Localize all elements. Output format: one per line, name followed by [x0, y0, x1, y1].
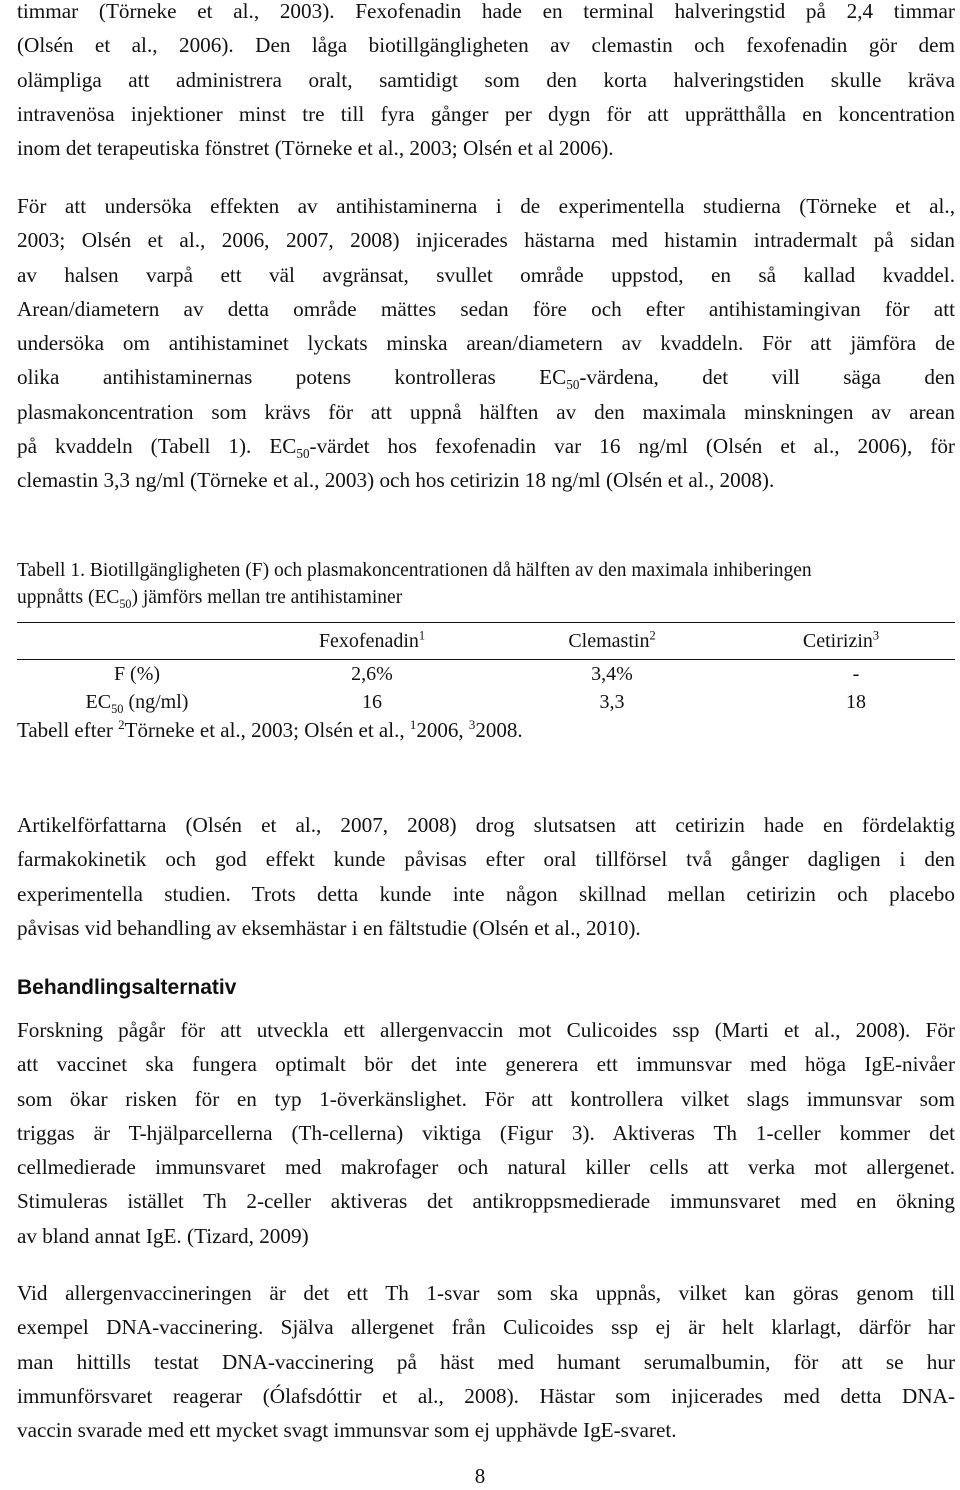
- data-table: [17, 622, 955, 716]
- text-fragment: 2006,: [416, 718, 469, 742]
- superscript: 1: [409, 717, 417, 732]
- superscript: 3: [872, 627, 880, 642]
- text-line: triggas är T-hjälparcellerna (Th-cellerna) viktiga (Figur 3). Aktiveras Th 1-celler kommer det: [17, 1120, 955, 1145]
- text-line: Stimuleras istället Th 2-celler aktiveras det antikroppsmedierade immunsvaret med en ökning: [17, 1189, 955, 1214]
- text-fragment: 2008.: [475, 718, 523, 742]
- text-line: olämpliga att administrera oralt, samtidigt som den korta halveringstiden skulle kräva: [17, 67, 955, 92]
- data-table-wrapper: [17, 622, 955, 743]
- text-line: [17, 429, 955, 463]
- table-caption: [17, 557, 955, 611]
- page-number: 8: [474, 1464, 486, 1488]
- table-cell: 3,4%: [591, 662, 633, 685]
- text-line: (Olsén et al., 2006). Den låga biotillgängligheten av clemastin och fexofenadin gör dem: [17, 33, 955, 58]
- header-label: Cetirizin: [802, 629, 873, 652]
- text-line: exempel DNA-vaccinering. Själva allergenet från Culicoides ssp ej är helt klarlagt, därför har: [17, 1315, 955, 1340]
- table-source-note: [17, 718, 955, 743]
- table-row: [17, 688, 955, 716]
- caption-line: [17, 584, 955, 611]
- header-cell-empty: [17, 623, 247, 660]
- text-line: cellmedierade immunsvaret med makrofager och natural killer cells att verka mot allergenet.: [17, 1155, 955, 1180]
- text-line: 2003; Olsén et al., 2006, 2007, 2008) injicerades hästarna med histamin intradermalt på sidan: [17, 228, 955, 253]
- text-line: av bland annat IgE. (Tizard, 2009): [17, 1223, 309, 1248]
- table-cell: 3,3: [599, 690, 625, 713]
- section-heading: Behandlingsalternativ: [17, 976, 237, 999]
- header-label: Clemastin: [568, 629, 650, 652]
- text-line: [17, 360, 955, 394]
- subscript: 50: [296, 446, 310, 462]
- caption-line: Tabell 1. Biotillgängligheten (F) och plasmakoncentrationen då hälften av den maximala inhiberingen: [17, 560, 812, 581]
- text-line: påvisas vid behandling av eksemhästar i en fältstudie (Olsén et al., 2010).: [17, 915, 641, 940]
- text-line: att vaccinet ska fungera optimalt bör det inte generera ett immunsvar med höga IgE-nivåer: [17, 1052, 955, 1077]
- subscript: 50: [111, 701, 124, 716]
- superscript: 2: [118, 717, 125, 732]
- table-row: [17, 660, 955, 689]
- table-cell: 16: [362, 690, 382, 713]
- header-cell: [247, 623, 497, 660]
- text-fragment: Tabell efter: [17, 718, 119, 742]
- subscript: 50: [566, 377, 580, 393]
- text-line: immunförsvaret reagerar (Ólafsdóttir et al., 2008). Hästar som injicerades med detta DNA-: [17, 1383, 955, 1408]
- text-line: experimentella studien. Trots detta kunde inte någon skillnad mellan cetirizin och placebo: [17, 881, 955, 906]
- text-fragment: -värdena, det vill säga den: [579, 365, 955, 390]
- superscript: 1: [418, 627, 426, 642]
- text-line: som ökar risken för en typ 1-överkänslighet. För att kontrollera vilket slags immunsvar som: [17, 1086, 955, 1111]
- paragraph-5: [17, 1276, 955, 1447]
- header-cell: [497, 623, 727, 660]
- text-line: Arean/diametern av detta område mättes sedan före och efter antihistamingivan för att: [17, 296, 955, 321]
- text-line: För att undersöka effekten av antihistaminerna i de experimentella studierna (Törneke et al.,: [17, 194, 955, 218]
- text-line: Artikelförfattarna (Olsén et al., 2007, 2008) drog slutsatsen att cetirizin hade en fördelaktig: [17, 813, 955, 837]
- text-fragment: -värdet hos fexofenadin var 16 ng/ml (Olsén et al., 2006), för: [309, 434, 955, 459]
- text-line: intravenösa injektioner minst tre till fyra gånger per dygn för att upprätthålla en koncentration: [17, 101, 955, 126]
- row-label: F (%): [113, 662, 161, 685]
- text-line: clemastin 3,3 ng/ml (Törneke et al., 2003) och hos cetirizin 18 ng/ml (Olsén et al., 2008).: [17, 468, 775, 493]
- paragraph-4: [17, 1013, 955, 1253]
- table-cell: 18: [846, 690, 866, 713]
- text-fragment: ) jämförs mellan tre antihistaminer: [131, 587, 403, 608]
- paragraph-2: [17, 189, 955, 498]
- text-fragment: uppnåtts (EC: [17, 587, 120, 608]
- text-line: Forskning pågår för att utveckla ett allergenvaccin mot Culicoides ssp (Marti et al., 2008). För: [17, 1018, 955, 1042]
- header-label: Fexofenadin: [318, 629, 419, 652]
- text-fragment: EC: [85, 690, 112, 713]
- text-line: vaccin svarade med ett mycket svagt immunsvar som ej upphävde IgE-svaret.: [17, 1418, 677, 1443]
- text-fragment: olika antihistaminernas potens kontrolleras EC: [17, 365, 567, 390]
- superscript: 2: [649, 627, 656, 642]
- superscript: 3: [468, 717, 476, 732]
- table-cell: -: [852, 662, 860, 685]
- row-label: [17, 688, 247, 716]
- text-line: timmar (Törneke et al., 2003). Fexofenadin hade en terminal halveringstid på 2,4 timmar: [17, 0, 955, 23]
- text-line: plasmakoncentration som krävs för att uppnå hälften av den maximala minskningen av arean: [17, 399, 955, 424]
- text-line: undersöka om antihistaminet lyckats minska arean/diametern av kvaddeln. För att jämföra de: [17, 331, 955, 356]
- text-fragment: Törneke et al., 2003; Olsén et al.,: [124, 718, 410, 742]
- text-fragment: (ng/ml): [123, 690, 189, 713]
- text-line: Vid allergenvaccineringen är det ett Th 1-svar som ska uppnås, vilket kan göras genom till: [17, 1281, 955, 1305]
- text-line: man hittills testat DNA-vaccinering på häst med humant serumalbumin, för att se hur: [17, 1349, 955, 1374]
- paragraph-3: [17, 808, 955, 945]
- text-fragment: på kvaddeln (Tabell 1). EC: [17, 434, 297, 459]
- table-header-row: [17, 623, 955, 660]
- text-line: inom det terapeutiska fönstret (Törneke et al., 2003; Olsén et al 2006).: [17, 136, 614, 161]
- text-line: av halsen varpå ett väl avgränsat, svullet område uppstod, en så kallad kvaddel.: [17, 262, 955, 287]
- paragraph-1: [17, 0, 955, 165]
- text-line: farmakokinetik och god effekt kunde påvisas efter oral tillförsel två gånger dagligen i den: [17, 847, 955, 872]
- subscript: 50: [119, 596, 132, 611]
- table-cell: 2,6%: [351, 662, 393, 685]
- header-cell: [727, 623, 955, 660]
